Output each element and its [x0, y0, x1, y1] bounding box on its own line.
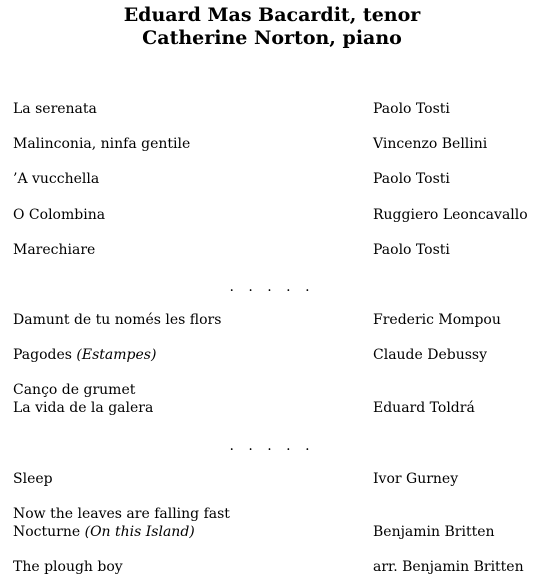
song-title-collection: (Estampes)	[76, 347, 157, 363]
composer-name: Claude Debussy	[373, 347, 488, 363]
song-title: The plough boy	[13, 559, 123, 575]
song-title-collection: (On this Island)	[84, 524, 195, 540]
composer-name: Ivor Gurney	[373, 471, 459, 487]
program-header	[0, 4, 544, 50]
song-title	[13, 523, 195, 541]
section-separator: . . . . .	[229, 279, 315, 295]
accompanist-line: Catherine Norton, piano	[142, 27, 402, 49]
composer-name: Eduard Toldrá	[373, 400, 475, 416]
composer-name: Paolo Tosti	[373, 101, 450, 117]
song-title: La serenata	[13, 101, 97, 117]
composer-name: Benjamin Britten	[373, 524, 495, 540]
composer-name: arr. Benjamin Britten	[373, 559, 524, 575]
song-title: Damunt de tu només les flors	[13, 312, 222, 328]
composer-name: Paolo Tosti	[373, 242, 450, 258]
song-title: O Colombina	[13, 207, 106, 223]
composer-name: Vincenzo Bellini	[373, 136, 488, 152]
song-title	[13, 346, 156, 364]
song-title: Marechiare	[13, 242, 96, 258]
song-title: ’A vucchella	[13, 171, 100, 187]
song-title-main: Pagodes	[13, 347, 72, 363]
song-title: Sleep	[13, 471, 53, 487]
composer-name: Ruggiero Leoncavallo	[373, 207, 528, 223]
performer-line: Eduard Mas Bacardit, tenor	[123, 4, 421, 26]
song-title-main: Nocturne	[13, 524, 81, 540]
composer-name: Frederic Mompou	[373, 312, 501, 328]
song-title: Malinconia, ninfa gentile	[13, 136, 191, 152]
song-title: Canço de grumet	[13, 382, 136, 398]
song-title: Now the leaves are falling fast	[13, 506, 230, 522]
composer-name: Paolo Tosti	[373, 171, 450, 187]
section-separator: . . . . .	[229, 438, 315, 454]
song-title: La vida de la galera	[13, 400, 154, 416]
